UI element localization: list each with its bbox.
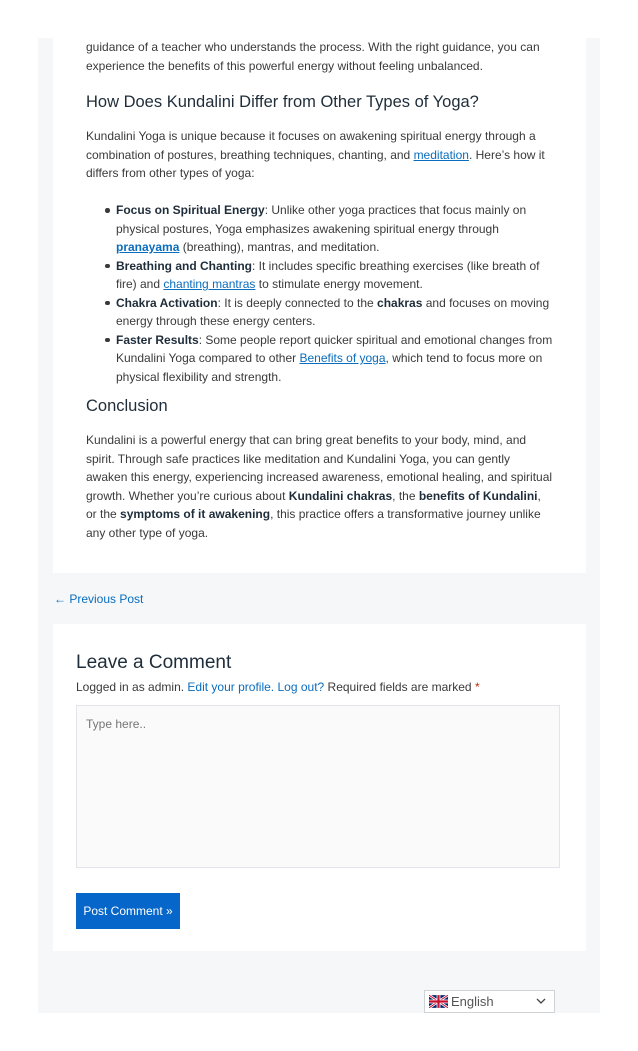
bullet-text: : Unlike other yoga practices that focus mainly on physical postures, Yoga emphasizes awakening spiritual energy through bbox=[116, 203, 527, 236]
previous-post-link[interactable]: ← Previous Post bbox=[54, 592, 144, 606]
conclusion-bold: symptoms of it awakening bbox=[120, 507, 271, 521]
edit-profile-link[interactable]: Edit your profile. bbox=[187, 680, 275, 694]
differ-text-before: Kundalini Yoga is unique because it focuses on awakening spiritual energy through a combination of postures, breathing techniques, chanting, and bbox=[86, 129, 536, 162]
uk-flag-icon bbox=[429, 995, 448, 1008]
comment-textarea[interactable] bbox=[76, 705, 560, 868]
bullet-text: (breathing), mantras, and meditation. bbox=[179, 240, 380, 254]
list-item bbox=[116, 201, 554, 257]
intro-line-1: guidance of a teacher who understands the process. With the right guidance, you can bbox=[86, 40, 540, 54]
required-text: Required fields are marked bbox=[324, 680, 475, 694]
chanting-mantras-link[interactable]: chanting mantras bbox=[163, 277, 256, 291]
language-selector[interactable] bbox=[424, 990, 555, 1013]
differences-list bbox=[86, 201, 554, 386]
chakras-bold: chakras bbox=[377, 295, 423, 310]
bullet-title: Faster Results bbox=[116, 332, 199, 347]
pranayama-link[interactable]: pranayama bbox=[116, 240, 180, 254]
list-item bbox=[116, 294, 554, 331]
heading-conclusion: Conclusion bbox=[86, 397, 168, 415]
article-content bbox=[53, 38, 586, 573]
conclusion-text: , or the bbox=[86, 488, 541, 521]
conclusion-text: , the bbox=[392, 488, 419, 503]
conclusion-paragraph bbox=[86, 431, 554, 542]
post-comment-button[interactable]: Post Comment » bbox=[76, 893, 180, 929]
heading-differ: How Does Kundalini Differ from Other Types of Yoga? bbox=[86, 93, 479, 111]
conclusion-bold: benefits of Kundalini bbox=[418, 488, 538, 503]
required-mark: * bbox=[474, 680, 480, 694]
conclusion-bold: Kundalini chakras bbox=[288, 488, 393, 503]
list-item bbox=[116, 331, 554, 387]
benefits-of-yoga-link[interactable]: Benefits of yoga bbox=[299, 351, 386, 365]
language-label: English bbox=[451, 994, 494, 1009]
logged-in-notice bbox=[76, 679, 480, 695]
bullet-text: : It includes specific breathing exercises (like breath of fire) and bbox=[116, 258, 540, 291]
chevron-down-icon bbox=[536, 997, 546, 1005]
differ-text-after: . Here’s how it differs from other types of yoga: bbox=[86, 147, 545, 180]
list-item bbox=[116, 257, 554, 294]
bullet-title: Breathing and Chanting bbox=[116, 258, 252, 273]
logged-in-text: Logged in as admin. bbox=[76, 680, 188, 694]
conclusion-text: , this practice offers a transformative journey unlike any other type of yoga. bbox=[86, 507, 541, 540]
bullet-title: Chakra Activation bbox=[116, 295, 218, 310]
differ-paragraph bbox=[86, 127, 554, 183]
bullet-text: to stimulate energy movement. bbox=[255, 277, 423, 291]
log-out-link[interactable]: Log out? bbox=[277, 680, 325, 694]
bullet-text: and focuses on moving energy through these energy centers. bbox=[116, 295, 550, 328]
meditation-link[interactable]: meditation bbox=[413, 147, 469, 162]
conclusion-text: Kundalini is a powerful energy that can bring great benefits to your body, mind, and spirit. Through safe practices like meditation and Kundalini Yoga, you can gently awaken this energy, experiencing increased awareness, emotional healing, and spiritual growth. Whether you’re curious about bbox=[86, 433, 553, 503]
comment-title: Leave a Comment bbox=[76, 652, 232, 673]
bullet-text: : Some people report quicker spiritual and emotional changes from Kundalini Yoga compared to other bbox=[116, 332, 553, 365]
bullet-title: Focus on Spiritual Energy bbox=[116, 203, 265, 217]
bullet-text: : It is deeply connected to the bbox=[217, 295, 378, 310]
comment-form bbox=[53, 624, 586, 951]
intro-line-2: experience the benefits of this powerful energy without feeling unbalanced. bbox=[86, 59, 483, 73]
bullet-text: , which tend to focus more on physical flexibility and strength. bbox=[116, 351, 543, 384]
